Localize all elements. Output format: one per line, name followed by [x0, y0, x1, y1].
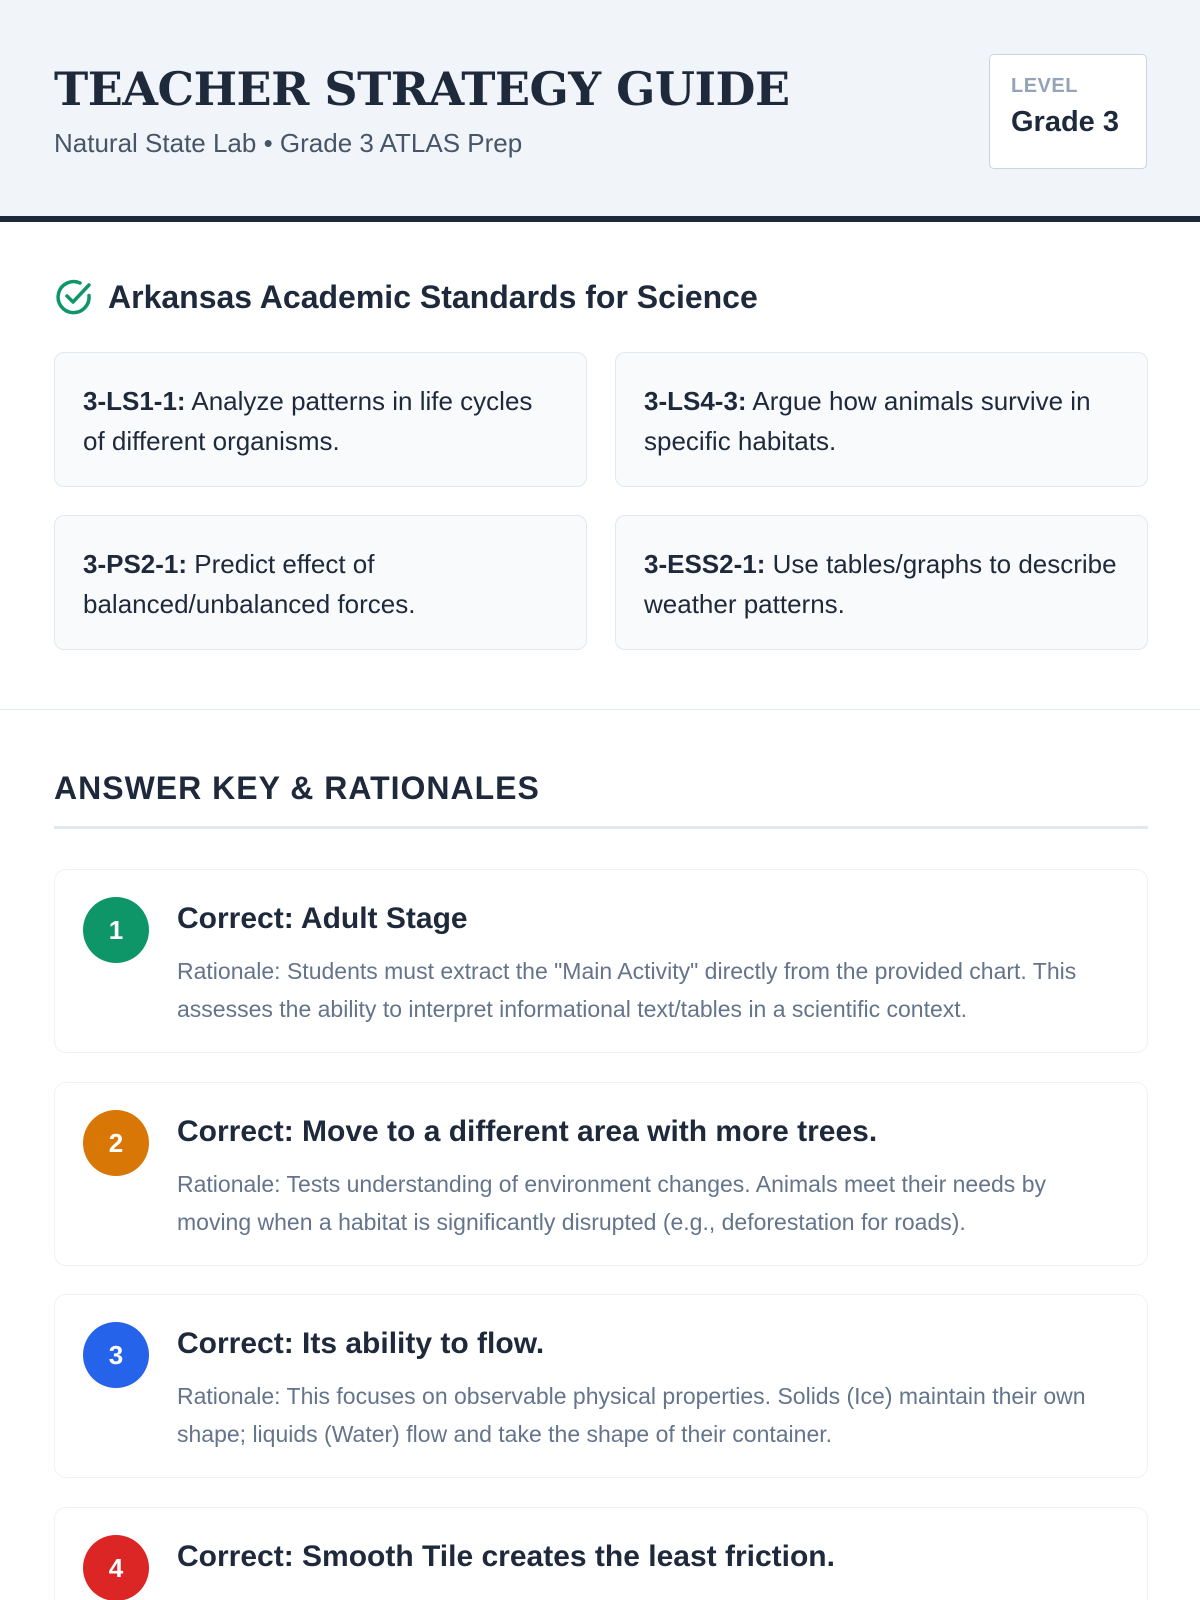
answer-rationale: Rationale: Students must extract the "Main Activity" directly from the provided chart. This assesses the ability to interpret informational text/tables in a scientific context. — [177, 958, 1077, 1022]
level-label: LEVEL — [1011, 75, 1078, 97]
answer-heading: Correct: Its ability to flow. — [177, 1327, 545, 1360]
standard-text: Predict effect of balanced/unbalanced forces. — [83, 549, 416, 619]
answer-card — [54, 1507, 1148, 1600]
standards-grid — [54, 352, 1148, 650]
standard-code: 3-ESS2-1: — [644, 549, 766, 579]
standards-section — [0, 222, 1200, 710]
standard-card — [615, 515, 1148, 650]
standard-text: Argue how animals survive in specific habitats. — [644, 386, 1091, 456]
answer-rationale: Rationale: Tests understanding of environment changes. Animals meet their needs by moving when a habitat is significantly disrupted (e.g., deforestation for roads). — [177, 1171, 1046, 1235]
standard-card — [54, 352, 587, 487]
standard-card — [54, 515, 587, 650]
answer-key-title: ANSWER KEY & RATIONALES — [54, 770, 540, 806]
standard-text: Use tables/graphs to describe weather patterns. — [644, 549, 1117, 619]
answer-heading: Correct: Adult Stage — [177, 902, 468, 935]
standard-code: 3-LS1-1: — [83, 386, 186, 416]
level-badge — [989, 54, 1147, 169]
answer-card — [54, 1294, 1148, 1478]
answer-number-badge: 3 — [83, 1322, 149, 1388]
page-title: TEACHER STRATEGY GUIDE — [54, 62, 790, 116]
check-circle-icon — [54, 277, 94, 317]
page-header — [0, 0, 1200, 222]
answer-heading: Correct: Smooth Tile creates the least friction. — [177, 1540, 835, 1573]
standards-heading — [54, 277, 758, 317]
standard-code: 3-LS4-3: — [644, 386, 747, 416]
answer-heading: Correct: Move to a different area with more trees. — [177, 1115, 878, 1148]
answer-card — [54, 869, 1148, 1053]
standard-code: 3-PS2-1: — [83, 549, 188, 579]
standard-text: Analyze patterns in life cycles of different organisms. — [83, 386, 533, 456]
standards-title: Arkansas Academic Standards for Science — [108, 278, 758, 315]
divider — [54, 826, 1148, 829]
answer-number-badge: 2 — [83, 1110, 149, 1176]
answer-number-badge: 1 — [83, 897, 149, 963]
answer-card — [54, 1082, 1148, 1266]
page-subtitle: Natural State Lab • Grade 3 ATLAS Prep — [54, 128, 523, 158]
answer-rationale: Rationale: This focuses on observable physical properties. Solids (Ice) maintain their own shape; liquids (Water) flow and take the shape of their container. — [177, 1383, 1086, 1447]
level-value: Grade 3 — [1011, 106, 1119, 138]
standard-card — [615, 352, 1148, 487]
answer-number-badge: 4 — [83, 1535, 149, 1600]
